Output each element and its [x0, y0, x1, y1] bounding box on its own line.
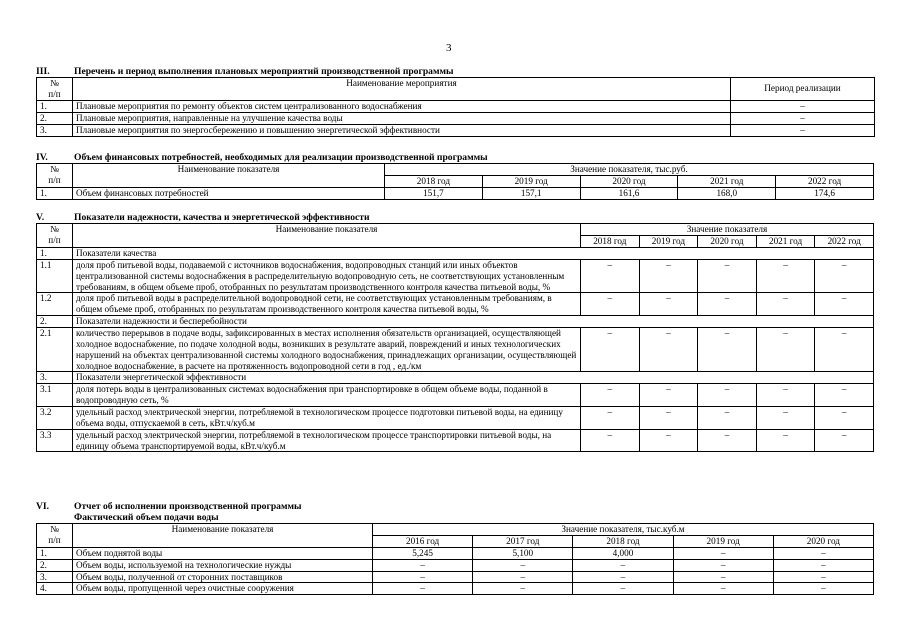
row-period: –: [731, 124, 875, 136]
row-name: удельный расход электрической энергии, потребляемой в технологическом процессе подготовки питьевой воды, на единицу объема воды, отпускаемой в сеть, кВт.ч/куб.м: [73, 407, 581, 430]
row-value: 161,6: [580, 187, 678, 199]
year-header: 2018 год: [385, 175, 483, 187]
section-5-table: [36, 223, 874, 452]
col-num-header: [37, 78, 73, 101]
table-row: [37, 429, 874, 452]
table-row: [37, 124, 875, 136]
row-value: –: [815, 384, 874, 407]
row-num: 1.1: [37, 259, 73, 293]
row-value: –: [573, 571, 673, 583]
row-name: доля проб питьевой воды, подаваемой с источников водоснабжения, водопроводных станций или иных объектов централизованной системы водоснабжения в распределительную водопроводную сеть, не соответствующих установленным требованиям, в общем объеме проб, отобранных по результатам производственного контроля качества питьевой воды, %: [73, 259, 581, 293]
row-value: –: [756, 384, 815, 407]
row-value: –: [581, 259, 640, 293]
col-num-line1: №: [50, 164, 59, 174]
row-value: –: [756, 407, 815, 430]
year-header: 2021 год: [756, 236, 815, 248]
row-value: –: [639, 328, 698, 372]
section-3: [36, 66, 874, 137]
year-header: 2016 год: [373, 536, 473, 548]
year-header: 2017 год: [473, 536, 573, 548]
row-value: –: [373, 571, 473, 583]
row-num: 1.: [37, 100, 73, 112]
year-header: 2020 год: [773, 536, 873, 548]
section-4-title: Объем финансовых потребностей, необходимых для реализации производственной программы: [74, 152, 488, 163]
section-6-roman: VI.: [36, 501, 50, 512]
table-row: [37, 407, 874, 430]
section-4-roman: IV.: [36, 152, 48, 163]
row-value: –: [815, 293, 874, 316]
row-name: Объем воды, полученной от сторонних поставщиков: [73, 571, 373, 583]
row-value: 151,7: [385, 187, 483, 199]
year-header: 2021 год: [678, 175, 776, 187]
section-5-title: Показатели надежности, качества и энергетической эффективности: [74, 212, 370, 223]
row-value: 4,000: [573, 547, 673, 559]
table-row: [37, 571, 874, 583]
row-num: 2.: [37, 112, 73, 124]
row-value: –: [639, 384, 698, 407]
row-value: –: [756, 429, 815, 452]
table-row: [37, 293, 874, 316]
row-value: –: [815, 259, 874, 293]
col-name-header: Наименование показателя: [73, 224, 581, 248]
row-name: Объем воды, пропущенной через очистные сооружения: [73, 583, 373, 595]
year-header: 2019 год: [482, 175, 580, 187]
col-num-line2: п/п: [48, 174, 61, 185]
row-value: –: [581, 328, 640, 372]
row-value: –: [698, 328, 757, 372]
row-num: 3.3: [37, 429, 73, 452]
section-6: [36, 501, 874, 595]
row-name: Объем воды, используемой на технологические нужды: [73, 559, 373, 571]
row-num: 3.: [37, 571, 73, 583]
row-value: –: [698, 293, 757, 316]
row-value: 174,6: [776, 187, 874, 199]
row-num: 1.: [37, 248, 73, 260]
group-row: [37, 372, 874, 384]
row-value: –: [673, 547, 773, 559]
row-value: –: [581, 293, 640, 316]
section-4-table: [36, 163, 874, 200]
group-row: [37, 248, 874, 260]
col-num-line1: №: [50, 78, 59, 88]
row-value: –: [673, 559, 773, 571]
col-value-header: Значение показателя, тыс.куб.м: [373, 524, 874, 536]
row-name: Объем поднятой воды: [73, 547, 373, 559]
table-row: [37, 328, 874, 372]
row-value: –: [581, 429, 640, 452]
row-name: доля потерь воды в централизованных системах водоснабжения при транспортировке в общем объеме воды, поданной в водопроводную сеть, %: [73, 384, 581, 407]
section-6-table: [36, 523, 874, 595]
row-value: –: [473, 571, 573, 583]
row-value: –: [773, 559, 873, 571]
row-value: –: [373, 559, 473, 571]
row-value: –: [698, 384, 757, 407]
row-value: 5,100: [473, 547, 573, 559]
row-num: 3.: [37, 372, 73, 384]
row-value: –: [815, 429, 874, 452]
year-header: 2018 год: [581, 236, 640, 248]
row-name: количество перерывов в подаче воды, зафиксированных в местах исполнения обязательств организацией, осуществляющей холодное водоснабжение, по подаче холодной воды, возникших в результате аварий, повреждений и иных технологических нарушений на объектах централизованной системы холодного водоснабжения, принадлежащих организации, осуществляющей холодное водоснабжение, в расчете на протяженность водопроводной сети в год , ед./км: [73, 328, 581, 372]
row-num: 3.: [37, 124, 73, 136]
col-name-header: Наименование мероприятия: [73, 78, 731, 101]
row-name: удельный расход электрической энергии, потребляемой в технологическом процессе транспортировки питьевой воды, на единицу объема транспортируемой воды, кВт.ч/куб.м: [73, 429, 581, 452]
group-title: Показатели энергетической эффективности: [73, 372, 874, 384]
row-num: 4.: [37, 583, 73, 595]
row-value: –: [815, 328, 874, 372]
row-num: 3.1: [37, 384, 73, 407]
year-header: 2022 год: [815, 236, 874, 248]
section-5-heading: [36, 212, 874, 223]
row-value: –: [773, 571, 873, 583]
row-name: Плановые мероприятия по ремонту объектов систем централизованного водоснабжения: [73, 100, 731, 112]
row-value: 157,1: [482, 187, 580, 199]
col-name-header: Наименование показателя: [73, 164, 385, 188]
row-name: доля проб питьевой воды в распределительной водопроводной сети, не соответствующих установленным требованиям, в общем объеме проб, отобранных по результатам производственного контроля качества питьевой воды, %: [73, 293, 581, 316]
row-value: –: [473, 559, 573, 571]
row-value: –: [773, 547, 873, 559]
row-value: –: [373, 583, 473, 595]
row-value: –: [581, 407, 640, 430]
table-row: [37, 559, 874, 571]
group-row: [37, 316, 874, 328]
section-3-table: [36, 77, 875, 137]
section-4: [36, 152, 874, 200]
row-value: –: [756, 293, 815, 316]
row-num: 2.1: [37, 328, 73, 372]
col-num-header: [37, 164, 73, 188]
row-value: –: [673, 571, 773, 583]
row-value: 168,0: [678, 187, 776, 199]
row-num: 1.: [37, 547, 73, 559]
col-num-line1: №: [50, 524, 59, 534]
table-row: [37, 112, 875, 124]
row-value: –: [698, 407, 757, 430]
col-num-line2: п/п: [48, 88, 61, 99]
col-num-line2: п/п: [48, 534, 61, 545]
row-value: –: [573, 559, 673, 571]
row-value: –: [639, 429, 698, 452]
row-value: –: [673, 583, 773, 595]
row-name: Плановые мероприятия по энергосбережению и повышению энергетической эффективности: [73, 124, 731, 136]
row-num: 3.2: [37, 407, 73, 430]
row-num: 2.: [37, 316, 73, 328]
col-name-header: Наименование показателя: [73, 524, 373, 548]
row-name: Объем финансовых потребностей: [73, 187, 385, 199]
row-num: 1.: [37, 187, 73, 199]
col-value-header: Значение показателя, тыс.руб.: [385, 164, 874, 176]
table-row: [37, 259, 874, 293]
row-value: –: [473, 583, 573, 595]
col-num-header: [37, 524, 73, 548]
section-3-heading: [36, 66, 874, 77]
section-6-subtitle: Фактический объем подачи воды: [74, 512, 219, 523]
row-num: 2.: [37, 559, 73, 571]
table-row: [37, 583, 874, 595]
section-4-heading: [36, 152, 874, 163]
row-period: –: [731, 112, 875, 124]
row-value: –: [815, 407, 874, 430]
group-title: Показатели надежности и бесперебойности: [73, 316, 874, 328]
year-header: 2020 год: [580, 175, 678, 187]
year-header: 2020 год: [698, 236, 757, 248]
section-6-heading: [36, 501, 874, 512]
section-5: [36, 212, 874, 452]
row-value: –: [639, 259, 698, 293]
table-row: [37, 547, 874, 559]
col-num-line1: №: [50, 224, 59, 234]
table-row: [37, 187, 874, 199]
row-value: –: [639, 407, 698, 430]
row-value: –: [698, 259, 757, 293]
row-period: –: [731, 100, 875, 112]
year-header: 2018 год: [573, 536, 673, 548]
row-value: –: [756, 259, 815, 293]
year-header: 2019 год: [673, 536, 773, 548]
year-header: 2022 год: [776, 175, 874, 187]
col-num-line2: п/п: [48, 234, 61, 245]
col-value-header: Значение показателя: [581, 224, 874, 236]
row-name: Плановые мероприятия, направленные на улучшение качества воды: [73, 112, 731, 124]
section-3-roman: III.: [36, 66, 50, 77]
year-header: 2019 год: [639, 236, 698, 248]
section-6-title: Отчет об исполнении производственной программы: [74, 501, 302, 512]
section-3-title: Перечень и период выполнения плановых мероприятий производственной программы: [74, 66, 454, 77]
row-value: –: [698, 429, 757, 452]
table-row: [37, 100, 875, 112]
page-number: 3: [446, 42, 452, 54]
col-num-header: [37, 224, 73, 248]
row-value: –: [756, 328, 815, 372]
row-value: –: [639, 293, 698, 316]
group-title: Показатели качества: [73, 248, 874, 260]
table-row: [37, 384, 874, 407]
row-value: –: [773, 583, 873, 595]
row-num: 1.2: [37, 293, 73, 316]
section-5-roman: V.: [36, 212, 45, 223]
row-value: 5,245: [373, 547, 473, 559]
col-period-header: Период реализации: [731, 78, 875, 101]
row-value: –: [581, 384, 640, 407]
row-value: –: [573, 583, 673, 595]
